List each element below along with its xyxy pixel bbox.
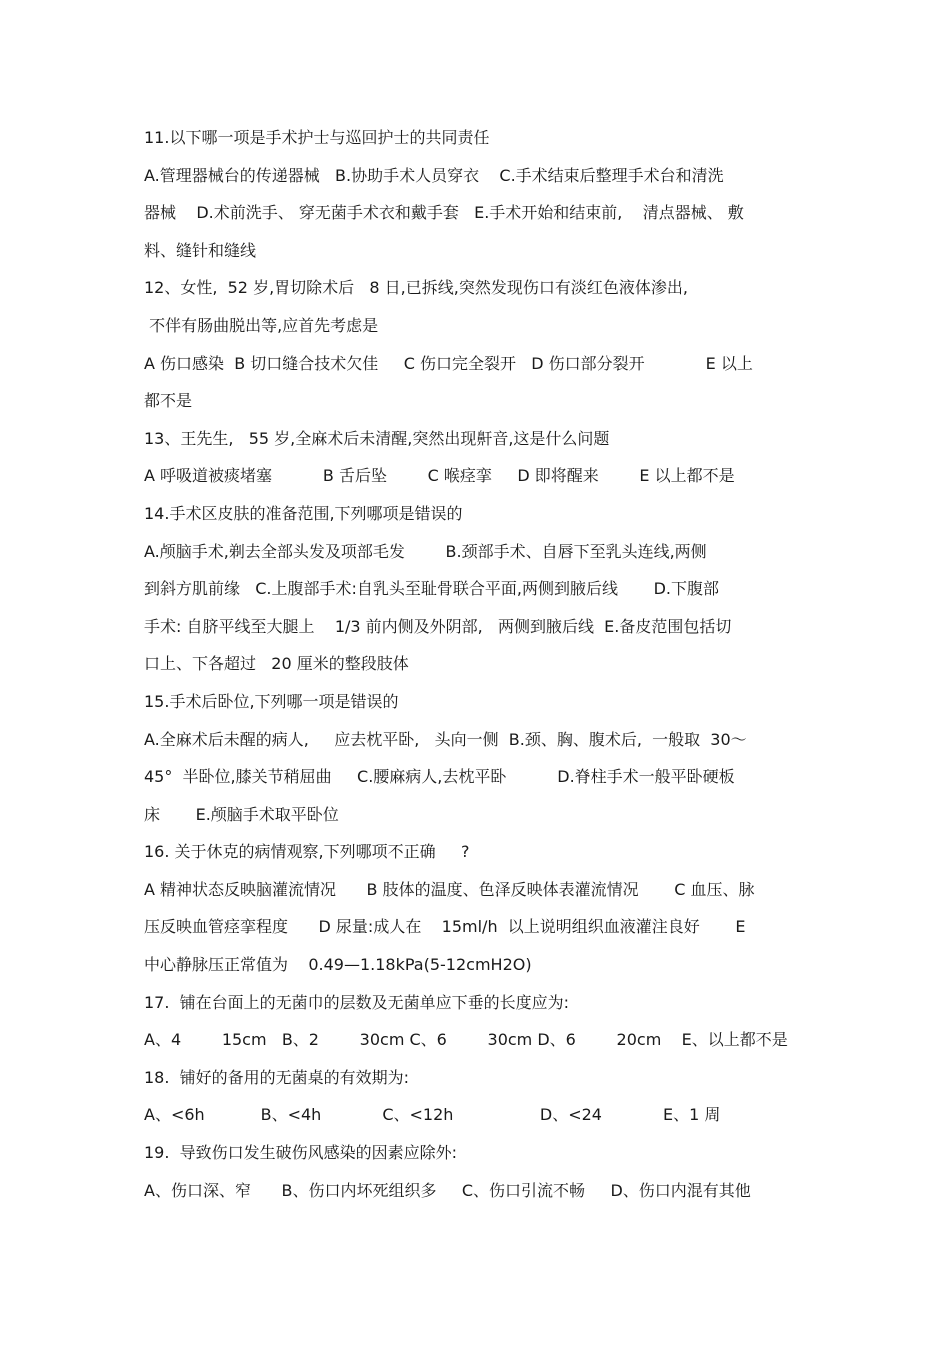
question-16-options: 压反映血管痉挛程度 D 尿量:成人在 15ml/h 以上说明组织血液灌注良好 E (144, 917, 746, 937)
question-18-stem: 18. 铺好的备用的无菌桌的有效期为: (144, 1067, 410, 1087)
question-11-options: 器械 D.术前洗手、 穿无菌手术衣和戴手套 E.手术开始和结束前, 清点器械、 敷 (144, 203, 744, 223)
question-12-stem: 不伴有肠曲脱出等,应首先考虑是 (144, 315, 379, 335)
question-15-options: 45° 半卧位,膝关节稍屈曲 C.腰麻病人,去枕平卧 D.脊柱手术一般平卧硬板 (144, 767, 735, 787)
question-17-stem: 17. 铺在台面上的无菌巾的层数及无菌单应下垂的长度应为: (144, 992, 570, 1012)
question-16-stem: 16. 关于休克的病情观察,下列哪项不正确 ? (144, 842, 470, 862)
question-13-stem: 13、王先生, 55 岁,全麻术后未清醒,突然出现鼾音,这是什么问题 (144, 428, 610, 448)
question-17-options: A、4 15cm B、2 30cm C、6 30cm D、6 20cm E、以上都不是 (144, 1030, 788, 1050)
question-14-options: 口上、下各超过 20 厘米的整段肢体 (144, 654, 409, 674)
question-16-options: 中心静脉压正常值为 0.49—1.18kPa(5-12cmH2O) (144, 955, 532, 975)
question-12-options: A 伤口感染 B 切口缝合技术欠佳 C 伤口完全裂开 D 伤口部分裂开 E 以上 (144, 353, 753, 373)
question-14-options: 到斜方肌前缘 C.上腹部手术:自乳头至耻骨联合平面,两侧到腋后线 D.下腹部 (144, 579, 720, 599)
question-15-options: A.全麻术后未醒的病人, 应去枕平卧, 头向一侧 B.颈、胸、腹术后, 一般取 30～ (144, 729, 747, 749)
question-14-options: 手术: 自脐平线至大腿上 1/3 前内侧及外阴部, 两侧到腋后线 E.备皮范围包括切 (144, 616, 732, 636)
question-11-options: A.管理器械台的传递器械 B.协助手术人员穿衣 C.手术结束后整理手术台和清洗 (144, 165, 724, 185)
question-15-options: 床 E.颅脑手术取平卧位 (144, 804, 339, 824)
question-12-options: 都不是 (144, 391, 193, 411)
question-15-stem: 15.手术后卧位,下列哪一项是错误的 (144, 691, 399, 711)
question-14-options: A.颅脑手术,剃去全部头发及项部毛发 B.颈部手术、自唇下至乳头连线,两侧 (144, 541, 707, 561)
question-16-options: A 精神状态反映脑灌流情况 B 肢体的温度、色泽反映体表灌流情况 C 血压、脉 (144, 879, 755, 899)
question-14-stem: 14.手术区皮肤的准备范围,下列哪项是错误的 (144, 503, 463, 523)
question-18-options: A、<6h B、<4h C、<12h D、<24 E、1 周 (144, 1105, 721, 1125)
question-13-options: A 呼吸道被痰堵塞 B 舌后坠 C 喉痉挛 D 即将醒来 E 以上都不是 (144, 466, 735, 486)
question-19-stem: 19. 导致伤口发生破伤风感染的因素应除外: (144, 1143, 458, 1163)
question-11-stem: 11.以下哪一项是手术护士与巡回护士的共同责任 (144, 128, 490, 147)
question-11-options: 料、缝针和缝线 (144, 240, 257, 260)
question-12-stem: 12、女性, 52 岁,胃切除术后 8 日,已拆线,突然发现伤口有淡红色液体渗出, (144, 278, 688, 298)
document-body (144, 119, 812, 1209)
question-19-options: A、伤口深、窄 B、伤口内坏死组织多 C、伤口引流不畅 D、伤口内混有其他 (144, 1180, 751, 1200)
